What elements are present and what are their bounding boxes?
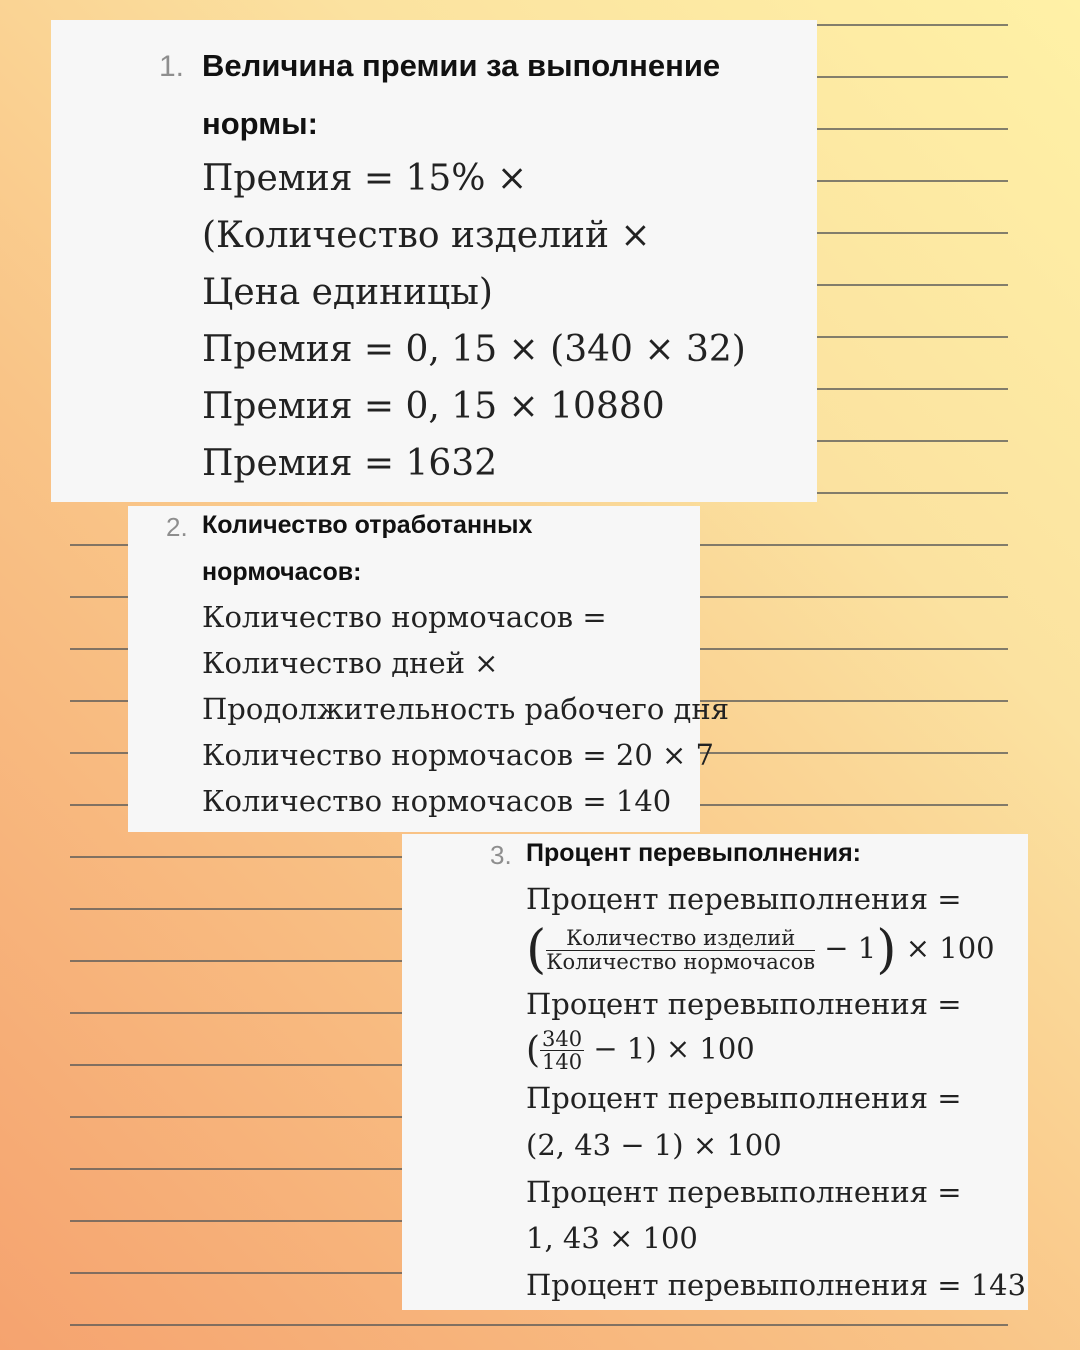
section-1-heading-line1: Величина премии за выполнение: [202, 48, 721, 83]
section-3-card: [402, 834, 1028, 1310]
fraction-denominator: Количество нормочасов: [546, 949, 816, 974]
fraction-340-over-140: [540, 1028, 584, 1073]
fraction-items-over-hours: [546, 927, 815, 972]
section-2-formula-line: Продолжительность рабочего дня: [202, 692, 730, 726]
section-1-formula-line: Премия = 15% ×: [202, 158, 528, 199]
section-2-card: [128, 506, 730, 832]
times-hundred: × 100: [665, 1031, 755, 1066]
section-3-number: 3.: [490, 840, 512, 870]
section-2-number: 2.: [166, 512, 188, 542]
section-3-formula-line: Процент перевыполнения =: [526, 1081, 962, 1115]
left-paren: (: [526, 1030, 541, 1072]
section-3-formula-line: Процент перевыполнения = 143: [526, 1268, 1027, 1302]
section-3-formula-line: Процент перевыполнения =: [526, 1175, 962, 1209]
ruled-line: [70, 1324, 1008, 1326]
section-1-formula-line: (Количество изделий ×: [202, 215, 651, 256]
section-1-heading-line2: нормы:: [202, 106, 318, 141]
section-1-card: [51, 20, 817, 502]
section-1-formula-line: Цена единицы): [202, 272, 493, 313]
section-2-formula-line: Количество дней ×: [202, 646, 499, 680]
right-paren: ): [876, 920, 897, 980]
section-2-formula-line: Количество нормочасов =: [202, 600, 607, 634]
left-paren: (: [526, 920, 547, 980]
fraction-numerator: 340: [542, 1027, 583, 1051]
section-3-fraction-expression: [526, 920, 995, 980]
section-3-formula-line: 1, 43 × 100: [526, 1221, 698, 1255]
times-hundred: × 100: [905, 931, 995, 965]
section-3-fraction-expression-2: [526, 1028, 755, 1073]
minus-one: − 1: [824, 931, 877, 965]
section-2-heading-line1: Количество отработанных: [202, 511, 533, 539]
section-2-formula-line: Количество нормочасов = 140: [202, 784, 672, 818]
section-1-formula-line: Премия = 0, 15 × 10880: [202, 386, 665, 427]
section-1-formula-line: Премия = 1632: [202, 443, 498, 484]
section-2-heading-line2: нормочасов:: [202, 558, 362, 586]
section-1-formula-line: Премия = 0, 15 × (340 × 32): [202, 329, 746, 370]
section-3-formula-line: Процент перевыполнения =: [526, 987, 962, 1021]
section-1-number: 1.: [159, 50, 185, 83]
section-3-formula-line: (2, 43 − 1) × 100: [526, 1128, 782, 1162]
minus-one-paren: − 1): [593, 1031, 657, 1066]
section-2-formula-line: Количество нормочасов = 20 × 7: [202, 738, 714, 772]
section-3-formula-line: Процент перевыполнения =: [526, 882, 962, 916]
fraction-denominator: 140: [542, 1050, 583, 1075]
fraction-numerator: Количество изделий: [546, 927, 815, 950]
section-3-heading: Процент перевыполнения:: [526, 839, 861, 867]
